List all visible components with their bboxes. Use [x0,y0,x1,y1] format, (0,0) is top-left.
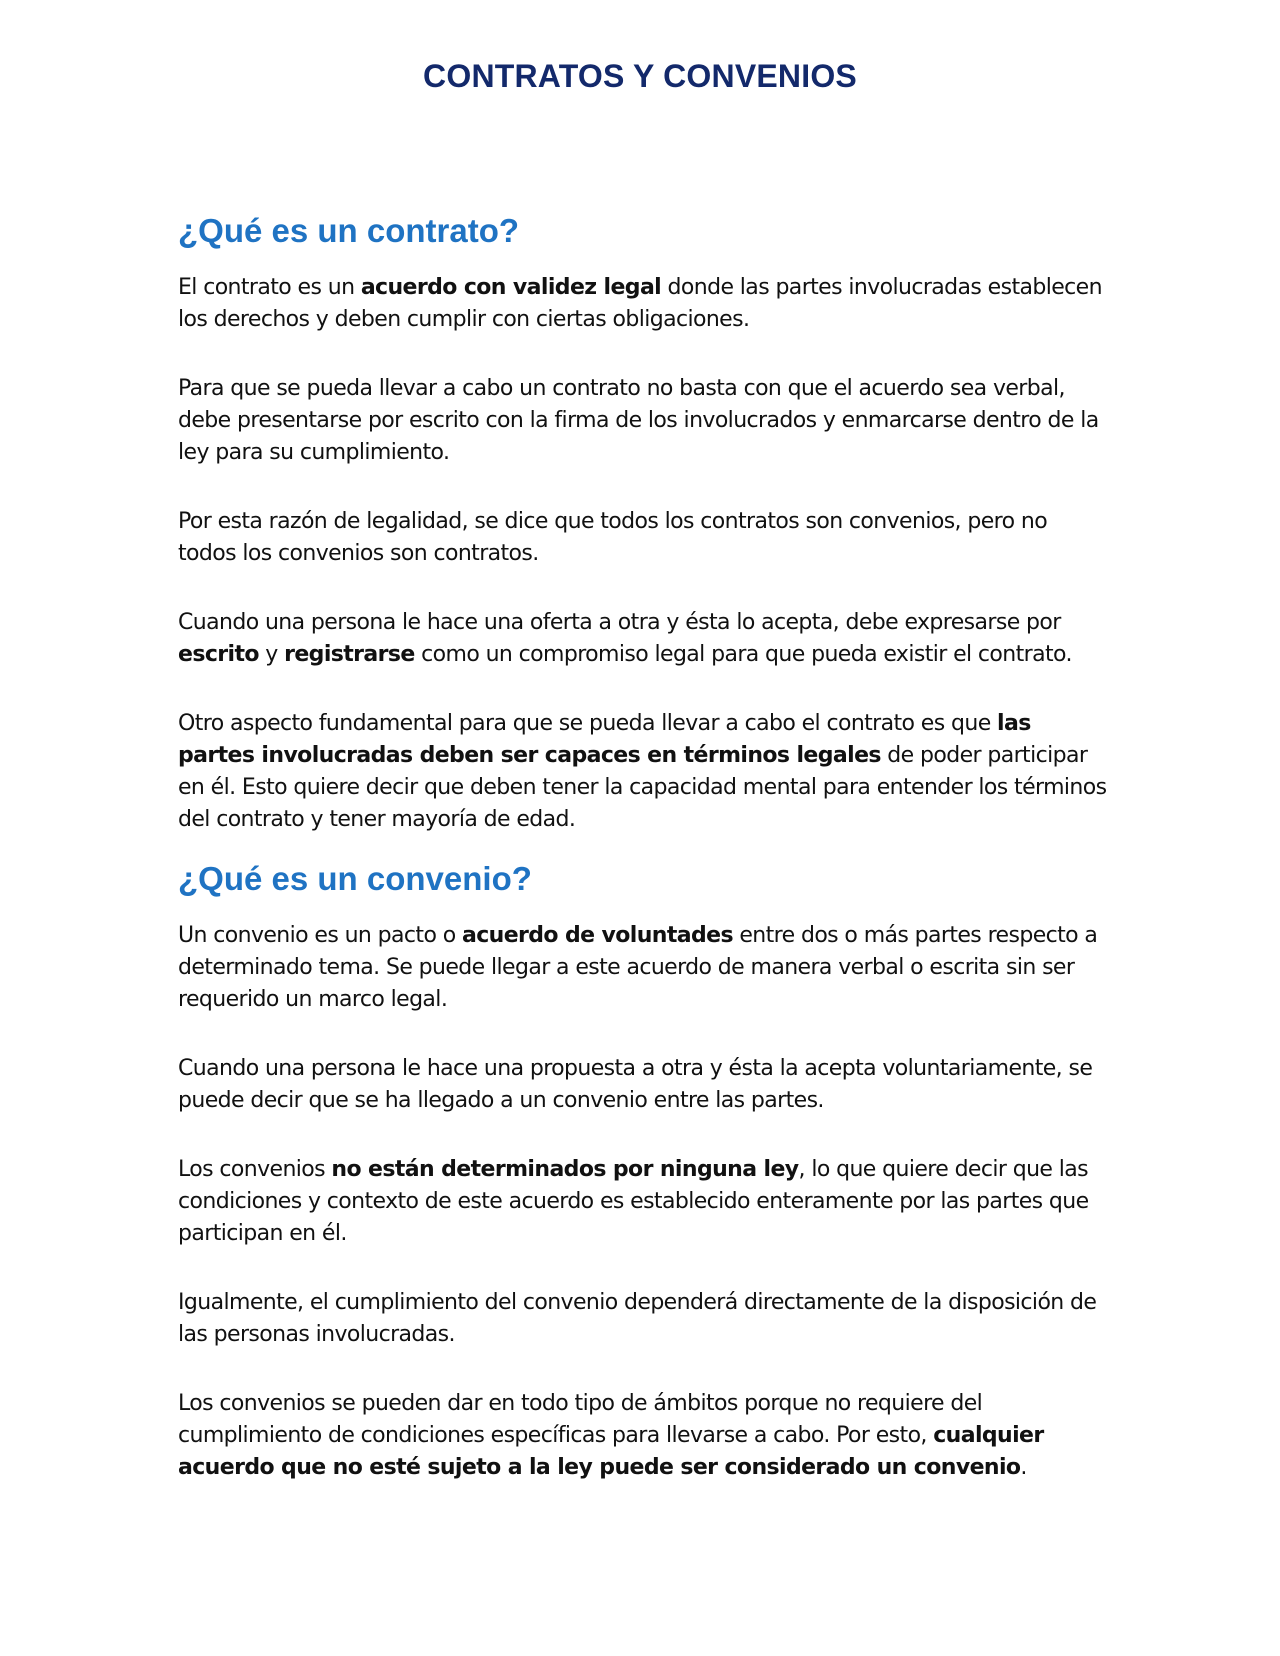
text-segment: Los convenios [178,1157,332,1182]
paragraph [178,272,1110,336]
section-heading-convenio: ¿Qué es un convenio? [178,860,532,897]
text-segment: Por esta razón de legalidad, se dice que todos los contratos son convenios, pero no todos los convenios son contratos. [178,509,1048,566]
paragraph [178,373,1110,469]
text-segment: Los convenios se pueden dar en todo tipo de ámbitos porque no requiere del cumplimiento de condiciones específicas para llevarse a cabo. Por esto, [178,1391,983,1448]
text-segment: , lo que quiere decir que las condiciones y contexto de este acuerdo es establecido enteramente por las partes que participan en él. [178,1157,1089,1246]
text-segment: donde las partes involucradas establecen los derechos y deben cumplir con ciertas obligaciones. [178,275,1102,332]
paragraph [178,1287,1110,1351]
text-segment: Cuando una persona le hace una propuesta a otra y ésta la acepta voluntariamente, se puede decir que se ha llegado a un convenio entre las partes. [178,1056,1093,1113]
paragraph [178,506,1110,570]
paragraph [178,607,1110,671]
text-segment: Para que se pueda llevar a cabo un contrato no basta con que el acuerdo sea verbal, debe presentarse por escrito con la firma de los involucrados y enmarcarse dentro de la ley para su cumplimiento. [178,376,1099,465]
paragraph [178,708,1110,836]
paragraph [178,1053,1110,1117]
bold-text-segment: no están determinados por ninguna ley [331,1157,799,1182]
paragraph [178,920,1110,1016]
section-convenio [178,858,1110,1484]
bold-text-segment: las partes involucradas deben ser capaces en términos legales [178,711,1031,768]
text-segment: . [1020,1455,1027,1480]
text-segment: El contrato es un [178,275,361,300]
text-segment: Otro aspecto fundamental para que se pueda llevar a cabo el contrato es que [178,711,998,736]
document-title: CONTRATOS Y CONVENIOS [423,58,857,94]
text-segment: Un convenio es un pacto o [178,923,462,948]
text-segment: como un compromiso legal para que pueda existir el contrato. [414,642,1072,667]
paragraph [178,1154,1110,1250]
bold-text-segment: escrito [178,642,259,667]
paragraph [178,1388,1110,1484]
section-contrato [178,210,1110,836]
bold-text-segment: registrarse [284,642,415,667]
text-segment: entre dos o más partes respecto a determinado tema. Se puede llegar a este acuerdo de manera verbal o escrita sin ser requerido un marco legal. [178,923,1098,1012]
text-segment: de poder participar en él. Esto quiere decir que deben tener la capacidad mental para entender los términos del contrato y tener mayoría de edad. [178,743,1107,832]
section-heading-contrato: ¿Qué es un contrato? [178,212,520,249]
bold-text-segment: acuerdo con validez legal [360,275,662,300]
text-segment: y [258,642,285,667]
text-segment: Igualmente, el cumplimiento del convenio dependerá directamente de la disposición de las personas involucradas. [178,1290,1097,1347]
bold-text-segment: acuerdo de voluntades [461,923,733,948]
bold-text-segment: cualquier acuerdo que no esté sujeto a la ley puede ser considerado un convenio [178,1423,1044,1480]
document-body [178,210,1110,1521]
text-segment: Cuando una persona le hace una oferta a otra y ésta lo acepta, debe expresarse por [178,610,1061,635]
